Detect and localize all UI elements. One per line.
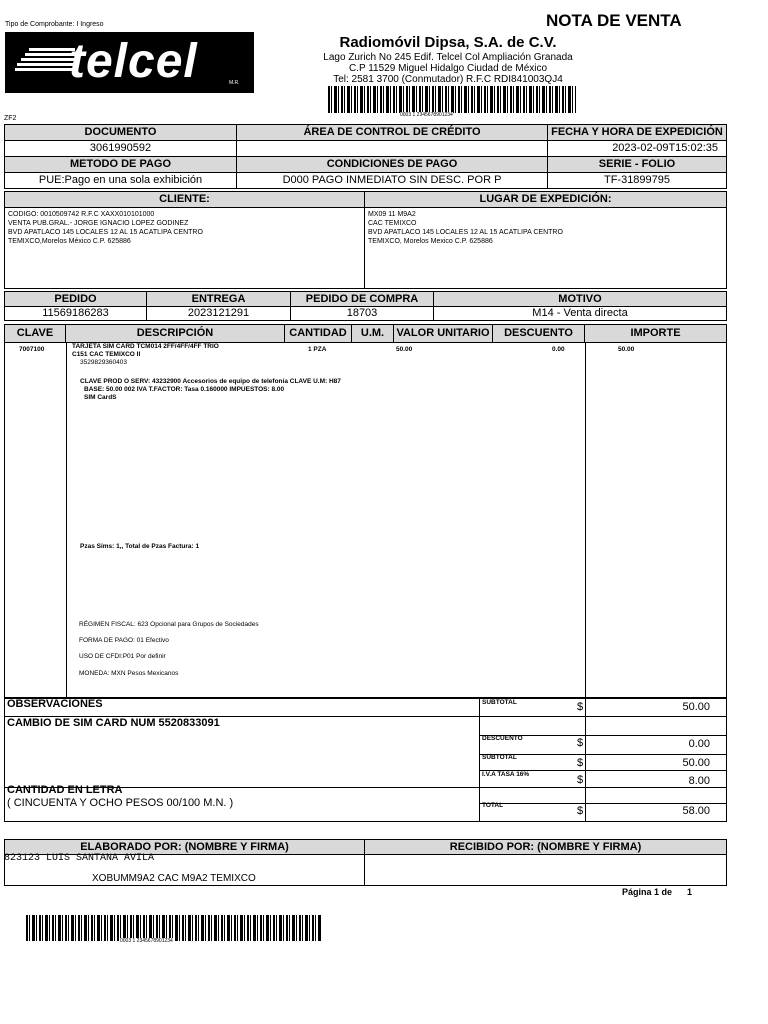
- company-name: Radiomóvil Dipsa, S.A. de C.V.: [339, 34, 557, 51]
- item-valor: 50.00: [396, 346, 413, 353]
- lugar-line: MX09 11 M9A2: [368, 211, 416, 218]
- item-importe: 50.00: [618, 346, 635, 353]
- logo-wordmark: telcel: [69, 35, 198, 88]
- lugar-line: CAC TEMIXCO: [368, 220, 417, 227]
- compra-label: PEDIDO DE COMPRA: [290, 291, 434, 307]
- col-um: U.M.: [351, 324, 394, 343]
- subtotal2-label: SUBTOTAL: [482, 754, 517, 761]
- descuento-label: DESCUENTO: [482, 735, 523, 742]
- regimen-fiscal: RÉGIMEN FISCAL: 623 Opcional para Grupos de Sociedades: [79, 621, 259, 628]
- fecha-value: 2023-02-09T15:02:35: [547, 140, 727, 157]
- cliente-line: CODIGO: 0010509742 R.F.C XAXX010101000: [8, 211, 155, 218]
- elaborado-sub: XOBUMM9A2 CAC M9A2 TEMIXCO: [92, 873, 256, 884]
- item-detail-line: CLAVE PROD O SERV: 43232900 Accesorios de equipo de telefonía CLAVE U.M: H87: [80, 378, 341, 385]
- logo-mark: M.R.: [229, 80, 240, 86]
- pedido-label: PEDIDO: [4, 291, 147, 307]
- item-detail-line: BASE: 50.00 002 IVA T.FACTOR: Tasa 0.160000 IMPUESTOS: 8.00: [84, 386, 285, 393]
- subtotal-label: SUBTOTAL: [482, 699, 517, 706]
- pedido-value: 11569186283: [4, 306, 147, 321]
- lugar-label: LUGAR DE EXPEDICIÓN:: [364, 191, 727, 208]
- metodo-label: METODO DE PAGO: [4, 156, 237, 173]
- header-barcode-text: 0003 1 2345678901234: [400, 112, 453, 118]
- cliente-line: TEMIXCO,Morelos México C.P. 625886: [8, 238, 131, 245]
- col-importe: IMPORTE: [584, 324, 727, 343]
- currency-sign: $: [577, 805, 584, 817]
- currency-sign: $: [577, 757, 584, 769]
- compra-value: 18703: [290, 306, 434, 321]
- col-descripcion: DESCRIPCIÓN: [65, 324, 285, 343]
- item-descripcion: [72, 343, 282, 367]
- entrega-value: 2023121291: [146, 306, 291, 321]
- documento-value: 3061990592: [4, 140, 237, 157]
- iva-label: I.V.A TASA 16%: [482, 771, 530, 778]
- address-line: C.P 11529 Miguel Hidalgo Ciudad de México: [348, 63, 548, 74]
- entrega-label: ENTREGA: [146, 291, 291, 307]
- cliente-label: CLIENTE:: [4, 191, 365, 208]
- item-cantidad: 1 PZA: [308, 346, 327, 353]
- subtotal2-value: 50.00: [682, 757, 710, 769]
- item-pzas: Pzas Sims: 1,, Total de Pzas Factura: 1: [80, 543, 200, 550]
- cliente-line: VENTA PUB.GRAL.- JORGE IGNACIO LOPEZ GODINEZ: [8, 220, 189, 227]
- col-clave: CLAVE: [4, 324, 66, 343]
- doc-title: NOTA DE VENTA: [546, 11, 682, 30]
- credito-label: ÁREA DE CONTROL DE CRÉDITO: [236, 124, 548, 141]
- item-details: [80, 378, 500, 402]
- lugar-box: [364, 207, 727, 289]
- uso-cfdi: USO DE CFDI:P01 Por definir: [79, 653, 166, 660]
- col-cantidad: CANTIDAD: [284, 324, 352, 343]
- condiciones-value: D000 PAGO INMEDIATO SIN DESC. POR P: [236, 172, 548, 189]
- metodo-value: PUE:Pago en una sola exhibición: [4, 172, 237, 189]
- currency-sign: $: [577, 774, 584, 786]
- item-desc-line: C151 CAC TEMIXCO II: [72, 351, 141, 358]
- total-value: 58.00: [682, 805, 710, 817]
- item-desc-line: TARJETA SIM CARD TCM014 2FF/4FF/4FF TRIO: [72, 343, 219, 350]
- col-descuento: DESCUENTO: [492, 324, 585, 343]
- footer-barcode: [26, 915, 322, 941]
- credito-value: [236, 140, 548, 157]
- subtotal-value: 50.00: [682, 701, 710, 713]
- observaciones-value: CAMBIO DE SIM CARD NUM 5520833091: [7, 717, 220, 729]
- serie-value: TF-31899795: [547, 172, 727, 189]
- address-line: Tel: 2581 3700 (Conmutador) R.F.C RDI841003QJ4: [333, 74, 563, 85]
- documento-label: DOCUMENTO: [4, 124, 237, 141]
- cliente-line: BVD APATLACO 145 LOCALES 12 AL 15 ACATLIPA CENTRO: [8, 229, 203, 236]
- col-valor: VALOR UNITARIO: [393, 324, 493, 343]
- lugar-line: BVD APATLACO 145 LOCALES 12 AL 15 ACATLIPA CENTRO: [368, 229, 563, 236]
- header-barcode: [328, 86, 576, 113]
- tipo-comprobante: Tipo de Comprobante: I Ingreso: [5, 21, 104, 28]
- page-number: Página 1 de 1: [622, 887, 693, 897]
- recibido-label: RECIBIDO POR: (NOMBRE Y FIRMA): [364, 839, 727, 855]
- zf-code: ZF2: [4, 115, 17, 122]
- currency-sign: $: [577, 701, 584, 713]
- elaborado-label: ELABORADO POR: (NOMBRE Y FIRMA): [4, 839, 365, 855]
- descuento-value: 0.00: [688, 738, 710, 750]
- company-address: [300, 52, 596, 85]
- stripes-icon: [15, 46, 75, 82]
- cantidad-letra-label: CANTIDAD EN LETRA: [7, 784, 123, 796]
- address-line: Lago Zurich No 245 Edif. Telcel Col Ampliación Granada: [323, 52, 573, 63]
- motivo-value: M14 - Venta directa: [433, 306, 727, 321]
- observaciones-label: OBSERVACIONES: [7, 698, 103, 710]
- lugar-line: TEMIXCO, Morelos Mexico C.P. 625886: [368, 238, 493, 245]
- motivo-label: MOTIVO: [433, 291, 727, 307]
- iva-value: 8.00: [688, 775, 710, 787]
- currency-sign: $: [577, 737, 584, 749]
- item-detail-line: SIM CardS: [84, 394, 117, 401]
- serie-label: SERIE - FOLIO: [547, 156, 727, 173]
- total-label: TOTAL: [482, 802, 504, 809]
- forma-pago: FORMA DE PAGO: 01 Efectivo: [79, 637, 169, 644]
- item-clave: 7007100: [19, 346, 45, 353]
- item-desc-line: 3529829360403: [80, 359, 127, 366]
- footer-barcode-text: 0003 1 2345678901234: [120, 938, 173, 944]
- item-descuento: 0.00: [552, 346, 565, 353]
- elaborado-name: 823123 LUIS SANTANA AVILA: [4, 853, 155, 864]
- moneda: MONEDA: MXN Pesos Mexicanos: [79, 670, 179, 677]
- cantidad-letra-value: ( CINCUENTA Y OCHO PESOS 00/100 M.N. ): [7, 797, 234, 809]
- fecha-label: FECHA Y HORA DE EXPEDICIÓN: [547, 124, 727, 141]
- telcel-logo: [5, 32, 254, 93]
- recibido-box: [364, 854, 727, 886]
- condiciones-label: CONDICIONES DE PAGO: [236, 156, 548, 173]
- cliente-box: [4, 207, 365, 289]
